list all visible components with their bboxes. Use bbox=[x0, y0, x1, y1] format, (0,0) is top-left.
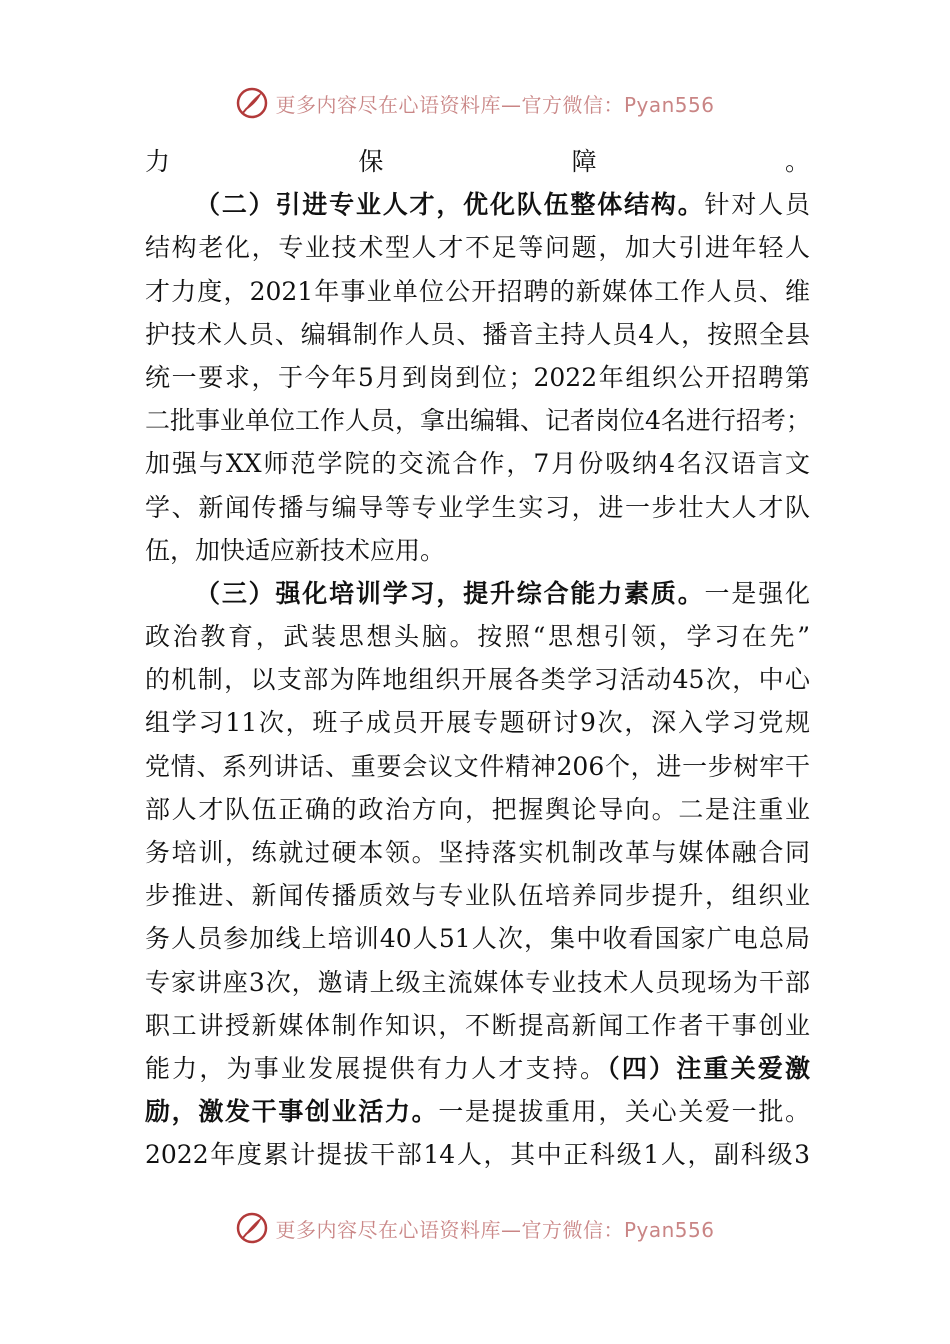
body-text: 护技术人员、编辑制作人员、播音主持人员4人，按照全县 bbox=[145, 319, 810, 349]
quill-logo-icon bbox=[235, 1211, 269, 1245]
bold-heading-text: （四）注重关爱激 bbox=[607, 1053, 810, 1083]
text-line bbox=[145, 226, 810, 269]
header-watermark-text: 更多内容尽在心语资料库—官方微信：Pyan556 bbox=[275, 92, 715, 117]
text-line bbox=[145, 1133, 810, 1176]
text-line bbox=[145, 486, 810, 529]
bold-heading-text: 励，激发干事创业活力。 bbox=[145, 1097, 439, 1127]
body-text: 统一要求，于今年5月到岗到位；2022年组织公开招聘第 bbox=[145, 362, 810, 392]
body-text: 务人员参加线上培训40人51人次，集中收看国家广电总局 bbox=[145, 924, 810, 954]
body-text: 部人才队伍正确的政治方向，把握舆论导向。二是注重业 bbox=[145, 794, 810, 824]
body-text: 的机制，以支部为阵地组织开展各类学习活动45次，中心 bbox=[145, 665, 810, 695]
text-line bbox=[145, 356, 810, 399]
text-line bbox=[145, 788, 810, 831]
text-line bbox=[145, 874, 810, 917]
bold-heading-text: （二）引进专业人才，优化队伍整体结构。 bbox=[195, 190, 705, 220]
text-line bbox=[145, 615, 810, 658]
text-line bbox=[145, 917, 810, 960]
text-line bbox=[145, 572, 810, 615]
body-text: 一是提拔重用，关心关爱一批。 bbox=[438, 1097, 810, 1127]
text-line bbox=[145, 270, 810, 313]
text-line bbox=[145, 313, 810, 356]
body-text: 职工讲授新媒体制作知识，不断提高新闻工作者干事创业 bbox=[145, 1010, 810, 1040]
body-text: 党情、系列讲话、重要会议文件精神206个，进一步树牢干 bbox=[145, 751, 810, 781]
body-text: 一是强化 bbox=[704, 578, 810, 608]
text-line bbox=[145, 140, 810, 183]
body-text: 2022年度累计提拔干部14人，其中正科级1人，副科级3 bbox=[145, 1140, 810, 1170]
text-line bbox=[145, 399, 810, 442]
text-line bbox=[145, 1047, 810, 1090]
text-line bbox=[145, 831, 810, 874]
body-text: 针对人员 bbox=[704, 190, 810, 220]
text-line bbox=[145, 658, 810, 701]
body-text: 务培训，练就过硬本领。坚持落实机制改革与媒体融合同 bbox=[145, 838, 810, 867]
body-text: 能力，为事业发展提供有力人才支持。 bbox=[145, 1053, 608, 1083]
footer-watermark bbox=[0, 1208, 950, 1248]
body-text: 组学习11次，班子成员开展专题研讨9次，深入学习党规 bbox=[145, 708, 810, 738]
text-line bbox=[145, 961, 810, 1004]
body-text: 步推进、新闻传播质效与专业队伍培养同步提升，组织业 bbox=[145, 881, 810, 911]
footer-watermark-text: 更多内容尽在心语资料库—官方微信：Pyan556 bbox=[275, 1217, 715, 1242]
quill-logo-icon bbox=[235, 86, 269, 120]
body-text: 才力度，2021年事业单位公开招聘的新媒体工作人员、维 bbox=[145, 276, 810, 306]
body-text: 加强与XX师范学院的交流合作，7月份吸纳4名汉语言文 bbox=[145, 449, 810, 479]
body-text: 学、新闻传播与编导等专业学生实习，进一步壮大人才队 bbox=[145, 492, 810, 522]
text-line bbox=[145, 701, 810, 744]
text-line bbox=[145, 1090, 810, 1133]
text-line bbox=[145, 442, 810, 485]
body-text: 二批事业单位工作人员，拿出编辑、记者岗位4名进行招考； bbox=[145, 406, 811, 436]
body-text: 政治教育，武装思想头脑。按照“思想引领，学习在先” bbox=[145, 622, 810, 652]
text-line bbox=[145, 183, 810, 226]
header-watermark bbox=[0, 83, 950, 123]
bold-heading-text: （三）强化培训学习，提升综合能力素质。 bbox=[195, 578, 705, 608]
body-text: 结构老化，专业技术型人才不足等问题，加大引进年轻人 bbox=[145, 233, 810, 263]
document-body bbox=[145, 140, 810, 1177]
text-line bbox=[145, 745, 810, 788]
body-text: 力保障。 bbox=[145, 147, 810, 176]
text-line bbox=[145, 529, 810, 572]
text-line bbox=[145, 1004, 810, 1047]
body-text: 伍，加快适应新技术应用。 bbox=[145, 535, 446, 565]
body-text: 专家讲座3次，邀请上级主流媒体专业技术人员现场为干部 bbox=[145, 967, 810, 997]
